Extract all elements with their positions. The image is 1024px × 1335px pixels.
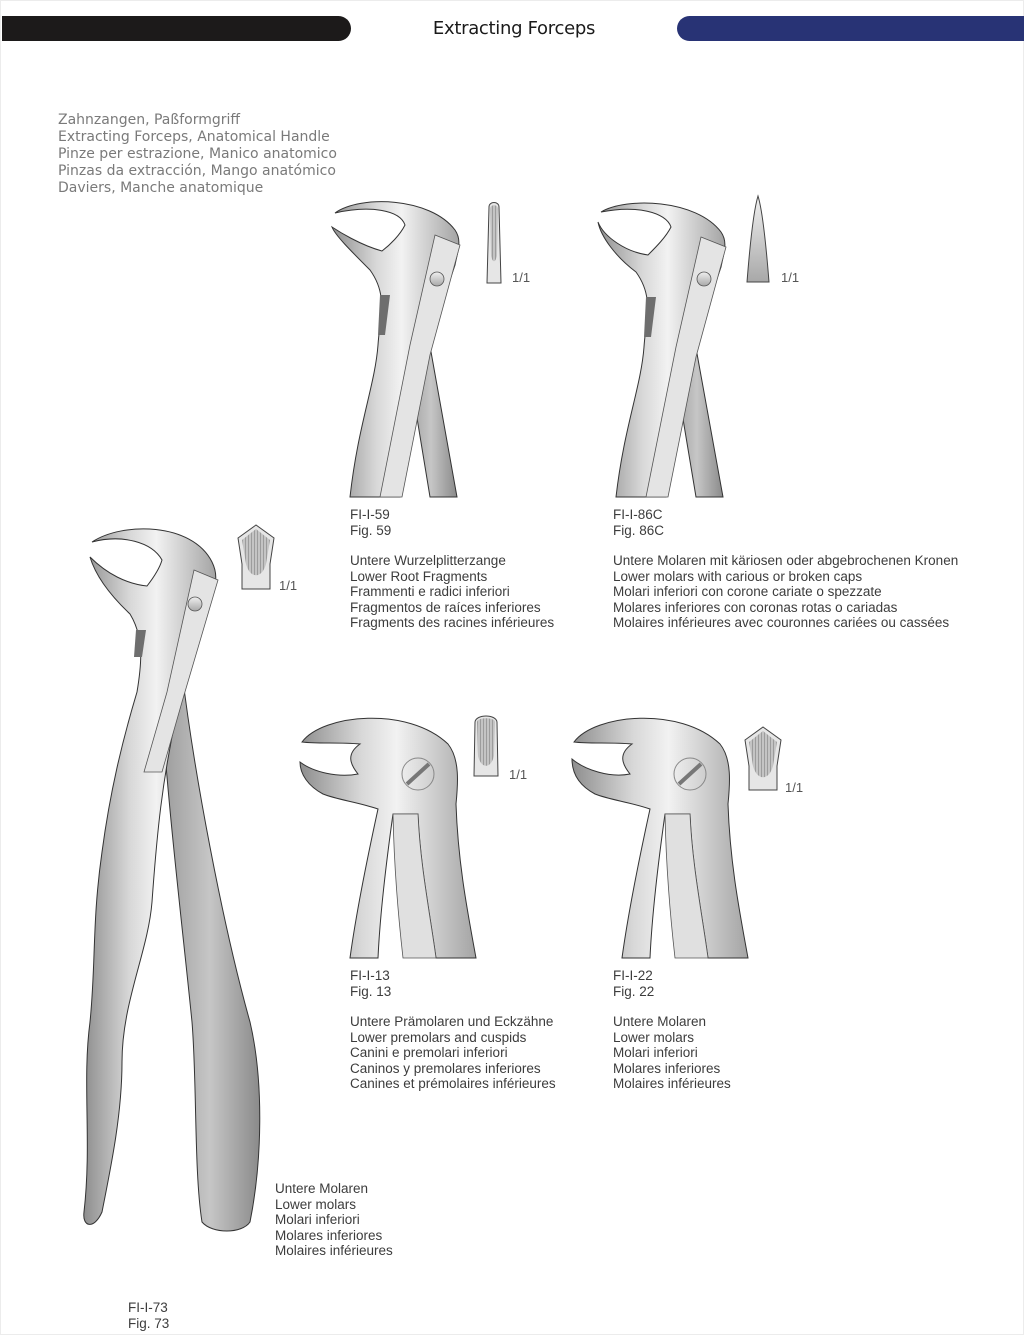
scale-label-13: 1/1	[509, 767, 528, 782]
caption-86c	[613, 507, 958, 631]
description-de: Untere Molaren mit käriosen oder abgebrochenen Kronen	[613, 553, 959, 568]
product-code: FI-I-13	[350, 968, 390, 983]
description-de: Untere Molaren	[275, 1181, 369, 1196]
intro-text	[58, 112, 337, 197]
description-en: Lower molars with carious or broken caps	[613, 568, 863, 584]
tip-icon-molar-point	[743, 726, 783, 792]
forceps-59-illustration	[330, 195, 470, 497]
caption-73-code	[128, 1300, 169, 1331]
caption-73-descriptions	[275, 1181, 393, 1259]
description-en: Lower molars	[613, 1029, 695, 1045]
forceps-22-illustration	[570, 714, 750, 959]
description-it: Canini e premolari inferiori	[350, 1045, 508, 1060]
figure-number: Fig. 13	[350, 983, 392, 999]
description-it: Molari inferiori con corone cariate o spezzate	[613, 584, 882, 599]
intro-line-en: Extracting Forceps, Anatomical Handle	[58, 129, 330, 145]
scale-label-73: 1/1	[279, 578, 298, 593]
product-code: FI-I-86C	[613, 507, 663, 522]
figure-number: Fig. 59	[350, 522, 392, 538]
tip-icon-molar-point	[236, 524, 276, 590]
tip-icon-serrated-rounded	[471, 714, 501, 778]
description-es: Fragmentos de raíces inferiores	[350, 599, 541, 615]
product-code: FI-I-73	[128, 1300, 168, 1315]
page-title: Extracting Forceps	[432, 18, 596, 39]
description-fr: Canines et prémolaires inférieures	[350, 1076, 556, 1091]
description-es: Molares inferiores con coronas rotas o cariadas	[613, 599, 898, 615]
description-es: Molares inferiores	[275, 1227, 383, 1243]
description-en: Lower Root Fragments	[350, 568, 488, 584]
description-de: Untere Molaren	[613, 1014, 707, 1029]
description-de: Untere Wurzelplitterzange	[350, 553, 506, 568]
forceps-13-illustration	[298, 714, 478, 959]
description-it: Molari inferiori	[613, 1045, 698, 1060]
description-fr: Fragments des racines inférieures	[350, 615, 555, 630]
description-en: Lower molars	[275, 1196, 357, 1212]
header-bar-right	[677, 16, 1024, 41]
caption-13	[350, 968, 556, 1092]
figure-number: Fig. 73	[128, 1315, 170, 1331]
description-fr: Molaires inférieures	[613, 1076, 731, 1091]
forceps-86c-illustration	[596, 197, 736, 497]
scale-label-22: 1/1	[785, 780, 804, 795]
header-bar-left	[2, 16, 351, 41]
forceps-73-illustration	[82, 522, 267, 1232]
product-code: FI-I-22	[613, 968, 653, 983]
intro-line-it: Pinze per estrazione, Manico anatomico	[58, 146, 337, 162]
description-fr: Molaires inférieures	[275, 1243, 393, 1258]
description-de: Untere Prämolaren und Eckzähne	[350, 1014, 554, 1029]
caption-59	[350, 507, 554, 631]
product-code: FI-I-59	[350, 507, 390, 522]
figure-number: Fig. 86C	[613, 522, 665, 538]
description-fr: Molaires inférieures avec couronnes cariées ou cassées	[613, 615, 950, 630]
intro-line-de: Zahnzangen, Paßformgriff	[58, 112, 241, 128]
intro-line-fr: Daviers, Manche anatomique	[58, 180, 264, 196]
intro-line-es: Pinzas da extracción, Mango anatómico	[58, 163, 336, 179]
description-es: Molares inferiores	[613, 1060, 721, 1076]
caption-22	[613, 968, 731, 1092]
description-it: Frammenti e radici inferiori	[350, 584, 510, 599]
tip-icon-narrow-rounded	[483, 201, 505, 283]
figure-number: Fig. 22	[613, 983, 655, 999]
scale-label-86c: 1/1	[781, 270, 800, 285]
scale-label-59: 1/1	[512, 270, 531, 285]
description-es: Caninos y premolares inferiores	[350, 1060, 541, 1076]
tip-icon-pointed	[746, 194, 770, 284]
description-it: Molari inferiori	[275, 1212, 360, 1227]
description-en: Lower premolars and cuspids	[350, 1029, 527, 1045]
